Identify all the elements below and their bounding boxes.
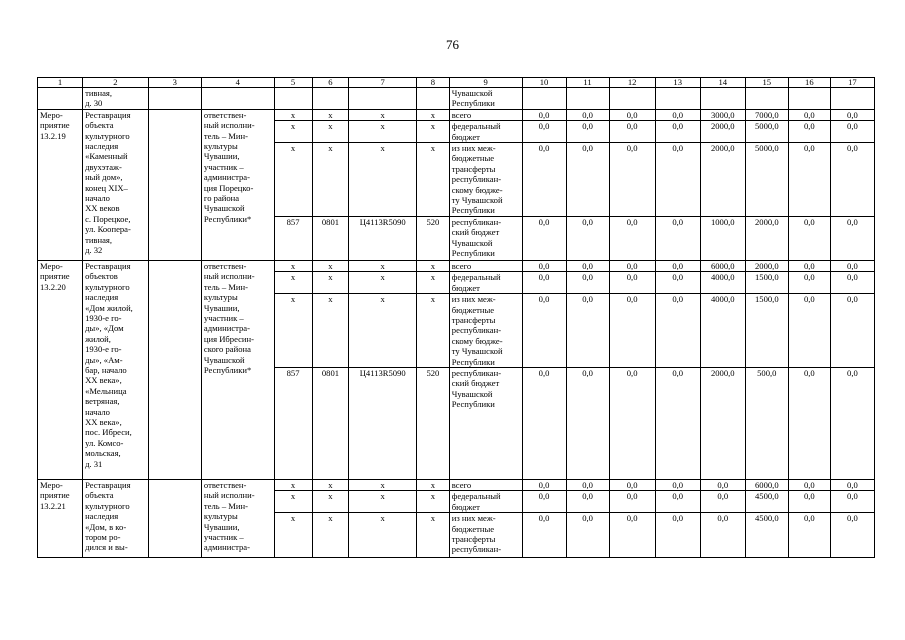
year-value: 0,0: [522, 121, 566, 143]
column-number-14: 14: [700, 78, 745, 88]
page-number: 76: [446, 37, 459, 52]
code-expense-type: x: [417, 143, 450, 217]
year-value: 6000,0: [745, 479, 788, 490]
code-cell-empty: [274, 88, 312, 110]
code-grbs: x: [274, 272, 312, 294]
code-target-article: x: [349, 272, 417, 294]
year-value: 0,0: [788, 121, 830, 143]
year-value: 0,0: [830, 367, 874, 479]
code-target-article: x: [349, 294, 417, 368]
year-value: 0,0: [609, 121, 655, 143]
year-value: 0,0: [566, 143, 609, 217]
year-value: 0,0: [566, 491, 609, 513]
code-expense-type: x: [417, 294, 450, 368]
empty-cell: [148, 109, 201, 260]
code-section: 0801: [312, 367, 349, 479]
year-value: 0,0: [655, 491, 700, 513]
code-expense-type: x: [417, 491, 450, 513]
year-value: 0,0: [788, 143, 830, 217]
executor: ответствен- ный исполни- тель – Мин- культуры Чувашии, участник – администра- ция Порецко- го района Чувашской Республики*: [201, 109, 274, 260]
year-value: 0,0: [566, 216, 609, 260]
code-expense-type: 520: [417, 216, 450, 260]
code-expense-type: x: [417, 121, 450, 143]
year-value: 0,0: [788, 260, 830, 271]
year-value: 0,0: [609, 216, 655, 260]
column-number-2: 2: [83, 78, 149, 88]
funding-source: всего: [449, 479, 522, 490]
year-value: 3000,0: [700, 109, 745, 120]
year-value: 2000,0: [745, 260, 788, 271]
code-grbs: x: [274, 121, 312, 143]
code-expense-type: x: [417, 260, 450, 271]
year-value: 0,0: [522, 294, 566, 368]
empty-cell: [148, 260, 201, 479]
year-value: 4500,0: [745, 513, 788, 558]
funding-source: из них меж- бюджетные трансферты республикан-: [449, 513, 522, 558]
funding-source-continued: Чувашской Республики: [449, 88, 522, 110]
code-grbs: x: [274, 260, 312, 271]
column-number-6: 6: [312, 78, 349, 88]
value-cell-empty: [609, 88, 655, 110]
year-value: 0,0: [566, 272, 609, 294]
year-value: 5000,0: [745, 121, 788, 143]
year-value: 0,0: [566, 109, 609, 120]
year-value: 2000,0: [700, 367, 745, 479]
year-value: 0,0: [830, 513, 874, 558]
code-section: x: [312, 294, 349, 368]
code-grbs: 857: [274, 216, 312, 260]
code-section: 0801: [312, 216, 349, 260]
year-value: 0,0: [788, 272, 830, 294]
code-section: x: [312, 513, 349, 558]
code-section: x: [312, 121, 349, 143]
code-grbs: 857: [274, 367, 312, 479]
funding-source: федеральный бюджет: [449, 121, 522, 143]
column-number-5: 5: [274, 78, 312, 88]
code-expense-type: x: [417, 513, 450, 558]
year-value: 6000,0: [700, 260, 745, 271]
code-section: x: [312, 143, 349, 217]
funding-source: из них меж- бюджетные трансферты республикан- скому бюдже- ту Чувашской Республики: [449, 143, 522, 217]
empty-cell: [148, 88, 201, 110]
funding-source: всего: [449, 260, 522, 271]
year-value: 0,0: [655, 513, 700, 558]
year-value: 0,0: [522, 143, 566, 217]
measure-id: Меро- приятие 13.2.20: [38, 260, 83, 479]
code-expense-type: 520: [417, 367, 450, 479]
year-value: 0,0: [788, 294, 830, 368]
value-cell-empty: [655, 88, 700, 110]
object-name: Реставрация объекта культурного наследия «Дом, в ко- тором ро- дился и вы-: [83, 479, 149, 557]
year-value: 2000,0: [700, 121, 745, 143]
year-value: 0,0: [655, 216, 700, 260]
code-target-article: Ц4113R5090: [349, 216, 417, 260]
year-value: 0,0: [700, 513, 745, 558]
year-value: 0,0: [830, 216, 874, 260]
funding-row: [38, 109, 875, 120]
object-name: Реставрация объекта культурного наследия «Каменный двухэтаж- ный дом», конец XIX– начало XX веков с. Порецкое, ул. Коопера- тивная, д. 32: [83, 109, 149, 260]
year-value: 2000,0: [745, 216, 788, 260]
code-section: x: [312, 491, 349, 513]
measure-cell-empty: [38, 88, 83, 110]
year-value: 0,0: [609, 367, 655, 479]
year-value: 0,0: [830, 272, 874, 294]
year-value: 0,0: [655, 294, 700, 368]
funding-row: [38, 260, 875, 271]
funding-row: [38, 479, 875, 490]
year-value: 0,0: [830, 143, 874, 217]
year-value: 0,0: [700, 491, 745, 513]
column-number-4: 4: [201, 78, 274, 88]
measure-id: Меро- приятие 13.2.21: [38, 479, 83, 557]
year-value: 7000,0: [745, 109, 788, 120]
code-section: x: [312, 260, 349, 271]
column-number-8: 8: [417, 78, 450, 88]
year-value: 0,0: [830, 109, 874, 120]
code-section: x: [312, 272, 349, 294]
year-value: 0,0: [566, 121, 609, 143]
year-value: 4000,0: [700, 294, 745, 368]
column-number-17: 17: [830, 78, 874, 88]
year-value: 0,0: [609, 272, 655, 294]
value-cell-empty: [788, 88, 830, 110]
code-cell-empty: [349, 88, 417, 110]
column-number-13: 13: [655, 78, 700, 88]
column-number-9: 9: [449, 78, 522, 88]
column-number-12: 12: [609, 78, 655, 88]
code-section: x: [312, 479, 349, 490]
year-value: 0,0: [655, 121, 700, 143]
column-number-3: 3: [148, 78, 201, 88]
executor-cell-empty: [201, 88, 274, 110]
year-value: 0,0: [788, 491, 830, 513]
code-target-article: x: [349, 513, 417, 558]
year-value: 0,0: [655, 143, 700, 217]
code-target-article: x: [349, 121, 417, 143]
year-value: 0,0: [655, 367, 700, 479]
year-value: 0,0: [655, 109, 700, 120]
year-value: 0,0: [522, 260, 566, 271]
year-value: 0,0: [566, 513, 609, 558]
year-value: 0,0: [788, 216, 830, 260]
year-value: 0,0: [830, 294, 874, 368]
year-value: 0,0: [566, 294, 609, 368]
code-grbs: x: [274, 143, 312, 217]
code-target-article: x: [349, 260, 417, 271]
funding-source: федеральный бюджет: [449, 491, 522, 513]
code-target-article: x: [349, 143, 417, 217]
year-value: 0,0: [522, 513, 566, 558]
value-cell-empty: [745, 88, 788, 110]
year-value: 5000,0: [745, 143, 788, 217]
year-value: 1000,0: [700, 216, 745, 260]
value-cell-empty: [830, 88, 874, 110]
year-value: 0,0: [522, 272, 566, 294]
year-value: 0,0: [566, 367, 609, 479]
year-value: 0,0: [522, 109, 566, 120]
code-target-article: Ц4113R5090: [349, 367, 417, 479]
year-value: 0,0: [609, 109, 655, 120]
code-grbs: x: [274, 513, 312, 558]
code-grbs: x: [274, 294, 312, 368]
year-value: 0,0: [609, 294, 655, 368]
year-value: 0,0: [655, 479, 700, 490]
column-number-16: 16: [788, 78, 830, 88]
column-number-11: 11: [566, 78, 609, 88]
year-value: 0,0: [609, 491, 655, 513]
year-value: 0,0: [830, 479, 874, 490]
year-value: 0,0: [788, 109, 830, 120]
column-number-7: 7: [349, 78, 417, 88]
year-value: 4500,0: [745, 491, 788, 513]
code-section: x: [312, 109, 349, 120]
column-number-1: 1: [38, 78, 83, 88]
code-grbs: x: [274, 109, 312, 120]
year-value: 0,0: [566, 260, 609, 271]
year-value: 500,0: [745, 367, 788, 479]
year-value: 0,0: [830, 121, 874, 143]
year-value: 4000,0: [700, 272, 745, 294]
column-number-row: [38, 78, 875, 88]
code-expense-type: x: [417, 479, 450, 490]
code-target-article: x: [349, 109, 417, 120]
value-cell-empty: [522, 88, 566, 110]
program-table: [37, 77, 875, 558]
year-value: 0,0: [788, 367, 830, 479]
column-number-15: 15: [745, 78, 788, 88]
year-value: 0,0: [609, 143, 655, 217]
year-value: 0,0: [609, 479, 655, 490]
year-value: 0,0: [830, 491, 874, 513]
year-value: 0,0: [522, 367, 566, 479]
funding-source: федеральный бюджет: [449, 272, 522, 294]
year-value: 1500,0: [745, 294, 788, 368]
year-value: 1500,0: [745, 272, 788, 294]
year-value: 0,0: [609, 260, 655, 271]
code-expense-type: x: [417, 272, 450, 294]
funding-source: всего: [449, 109, 522, 120]
executor: ответствен- ный исполни- тель – Мин- культуры Чувашии, участник – администра- ция Ибресин- ского района Чувашской Республики*: [201, 260, 274, 479]
value-cell-empty: [700, 88, 745, 110]
year-value: 0,0: [655, 260, 700, 271]
code-cell-empty: [312, 88, 349, 110]
executor: ответствен- ный исполни- тель – Мин- культуры Чувашии, участник – администра-: [201, 479, 274, 557]
year-value: 0,0: [566, 479, 609, 490]
code-cell-empty: [417, 88, 450, 110]
object-name: Реставрация объектов культурного наследия «Дом жилой, 1930-е го- ды», «Дом жилой, 1930-е го- ды», «Ам- бар, начало XX века», «Мельница ветряная, начало XX века», пос. Ибреси, ул. Комсо- мольская, д. 31: [83, 260, 149, 479]
object-name-continued: тивная, д. 30: [83, 88, 149, 110]
value-cell-empty: [566, 88, 609, 110]
year-value: 0,0: [788, 513, 830, 558]
year-value: 2000,0: [700, 143, 745, 217]
year-value: 0,0: [522, 491, 566, 513]
funding-source: из них меж- бюджетные трансферты республикан- скому бюдже- ту Чувашской Республики: [449, 294, 522, 368]
code-expense-type: x: [417, 109, 450, 120]
funding-source: республикан- ский бюджет Чувашской Республики: [449, 367, 522, 479]
empty-cell: [148, 479, 201, 557]
year-value: 0,0: [700, 479, 745, 490]
year-value: 0,0: [788, 479, 830, 490]
year-value: 0,0: [522, 216, 566, 260]
funding-source: республикан- ский бюджет Чувашской Республики: [449, 216, 522, 260]
code-target-article: x: [349, 491, 417, 513]
code-target-article: x: [349, 479, 417, 490]
measure-id: Меро- приятие 13.2.19: [38, 109, 83, 260]
column-number-10: 10: [522, 78, 566, 88]
continuation-row: [38, 88, 875, 110]
year-value: 0,0: [522, 479, 566, 490]
year-value: 0,0: [609, 513, 655, 558]
year-value: 0,0: [655, 272, 700, 294]
code-grbs: x: [274, 491, 312, 513]
code-grbs: x: [274, 479, 312, 490]
year-value: 0,0: [830, 260, 874, 271]
